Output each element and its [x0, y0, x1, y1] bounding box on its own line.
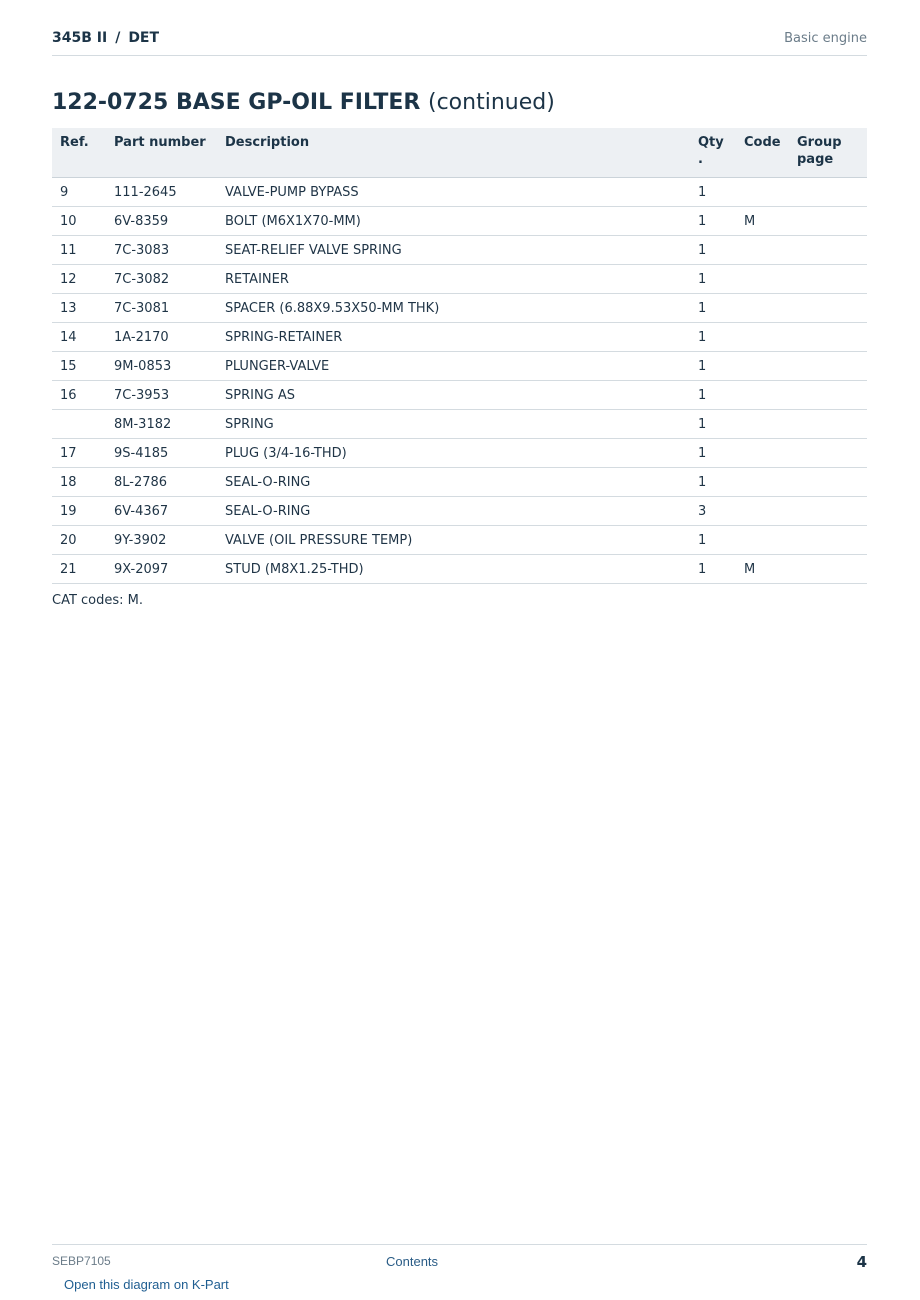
cell-qty: 1 [690, 294, 736, 323]
cell-ref: 15 [52, 352, 106, 381]
cell-part-number: 8L-2786 [106, 468, 217, 497]
cell-qty: 1 [690, 410, 736, 439]
page-header [52, 27, 867, 56]
cell-code [736, 497, 789, 526]
cell-part-number: 9S-4185 [106, 439, 217, 468]
cell-ref: 19 [52, 497, 106, 526]
cell-group-page [789, 352, 867, 381]
cell-qty: 1 [690, 265, 736, 294]
cell-group-page [789, 555, 867, 584]
cell-description: SPRING AS [217, 381, 690, 410]
cell-description: VALVE (OIL PRESSURE TEMP) [217, 526, 690, 555]
cell-qty: 1 [690, 236, 736, 265]
cell-part-number: 7C-3081 [106, 294, 217, 323]
cell-qty: 3 [690, 497, 736, 526]
header-description: Description [217, 128, 690, 178]
cell-group-page [789, 265, 867, 294]
cell-ref: 12 [52, 265, 106, 294]
cell-code [736, 178, 789, 207]
cell-description: BOLT (M6X1X70-MM) [217, 207, 690, 236]
cell-ref: 9 [52, 178, 106, 207]
cell-qty: 1 [690, 468, 736, 497]
table-row [52, 352, 867, 381]
cell-part-number: 8M-3182 [106, 410, 217, 439]
header-ref: Ref. [52, 128, 106, 178]
header-code: Code [736, 128, 789, 178]
cell-code [736, 236, 789, 265]
cell-code [736, 294, 789, 323]
cell-description: SEAL-O-RING [217, 468, 690, 497]
breadcrumb-variant: DET [128, 30, 160, 46]
cell-description: PLUNGER-VALVE [217, 352, 690, 381]
cell-group-page [789, 178, 867, 207]
cell-part-number: 6V-8359 [106, 207, 217, 236]
cell-group-page [789, 410, 867, 439]
cell-code [736, 381, 789, 410]
table-row [52, 236, 867, 265]
title-main: 122-0725 BASE GP-OIL FILTER [52, 90, 421, 115]
cell-ref: 18 [52, 468, 106, 497]
cell-ref: 13 [52, 294, 106, 323]
cell-code [736, 439, 789, 468]
cell-code [736, 323, 789, 352]
cell-group-page [789, 526, 867, 555]
table-row [52, 468, 867, 497]
cell-qty: 1 [690, 555, 736, 584]
header-row [52, 128, 867, 178]
table-row [52, 178, 867, 207]
cell-description: SPACER (6.88X9.53X50-MM THK) [217, 294, 690, 323]
cell-ref: 21 [52, 555, 106, 584]
cell-description: SEAT-RELIEF VALVE SPRING [217, 236, 690, 265]
cell-qty: 1 [690, 381, 736, 410]
contents-link[interactable]: Contents [386, 1254, 439, 1269]
table-row [52, 555, 867, 584]
cell-qty: 1 [690, 323, 736, 352]
cell-group-page [789, 323, 867, 352]
cell-group-page [789, 236, 867, 265]
cell-group-page [789, 381, 867, 410]
table-row [52, 526, 867, 555]
table-row [52, 294, 867, 323]
cell-description: PLUG (3/4-16-THD) [217, 439, 690, 468]
cell-part-number: 6V-4367 [106, 497, 217, 526]
parts-table-header [52, 128, 867, 178]
cell-description: SPRING-RETAINER [217, 323, 690, 352]
cell-part-number: 7C-3953 [106, 381, 217, 410]
cell-group-page [789, 468, 867, 497]
cell-description: RETAINER [217, 265, 690, 294]
cell-ref: 16 [52, 381, 106, 410]
cell-code [736, 265, 789, 294]
table-row [52, 381, 867, 410]
cell-code: M [736, 555, 789, 584]
cell-part-number: 9X-2097 [106, 555, 217, 584]
cell-qty: 1 [690, 352, 736, 381]
cell-description: SEAL-O-RING [217, 497, 690, 526]
section-name: Basic engine [784, 31, 867, 46]
cell-part-number: 7C-3083 [106, 236, 217, 265]
header-group-page: Group page [789, 128, 867, 178]
table-row [52, 323, 867, 352]
cell-code [736, 526, 789, 555]
document-id: SEBP7105 [52, 1254, 111, 1268]
cell-description: SPRING [217, 410, 690, 439]
title-suffix: (continued) [428, 90, 555, 115]
table-row [52, 410, 867, 439]
cell-part-number: 1A-2170 [106, 323, 217, 352]
cell-group-page [789, 207, 867, 236]
header-qty: Qty . [690, 128, 736, 178]
cell-ref: 17 [52, 439, 106, 468]
cell-part-number: 9Y-3902 [106, 526, 217, 555]
cell-group-page [789, 497, 867, 526]
cat-codes-note: CAT codes: M. [52, 593, 144, 608]
parts-table [52, 128, 867, 584]
cell-code [736, 410, 789, 439]
parts-table-body [52, 178, 867, 584]
cell-ref: 11 [52, 236, 106, 265]
cell-code: M [736, 207, 789, 236]
breadcrumb [52, 30, 159, 46]
cell-part-number: 111-2645 [106, 178, 217, 207]
cell-part-number: 9M-0853 [106, 352, 217, 381]
cell-part-number: 7C-3082 [106, 265, 217, 294]
cell-qty: 1 [690, 526, 736, 555]
cell-qty: 1 [690, 439, 736, 468]
table-row [52, 265, 867, 294]
cell-group-page [789, 439, 867, 468]
cell-qty: 1 [690, 207, 736, 236]
table-row [52, 497, 867, 526]
table-row [52, 439, 867, 468]
page-footer [52, 1244, 867, 1292]
breadcrumb-model: 345B II [52, 30, 108, 46]
cell-description: VALVE-PUMP BYPASS [217, 178, 690, 207]
cell-description: STUD (M8X1.25-THD) [217, 555, 690, 584]
kpart-diagram-link[interactable]: Open this diagram on K-Part [64, 1277, 229, 1292]
cell-ref: 10 [52, 207, 106, 236]
cell-group-page [789, 294, 867, 323]
cell-ref: 20 [52, 526, 106, 555]
cell-code [736, 468, 789, 497]
table-row [52, 207, 867, 236]
cell-ref [52, 410, 106, 439]
cell-ref: 14 [52, 323, 106, 352]
cell-qty: 1 [690, 178, 736, 207]
header-part-number: Part number [106, 128, 217, 178]
page-number: 4 [856, 1253, 867, 1271]
page-title [52, 90, 555, 115]
cell-code [736, 352, 789, 381]
breadcrumb-separator: / [115, 30, 121, 46]
